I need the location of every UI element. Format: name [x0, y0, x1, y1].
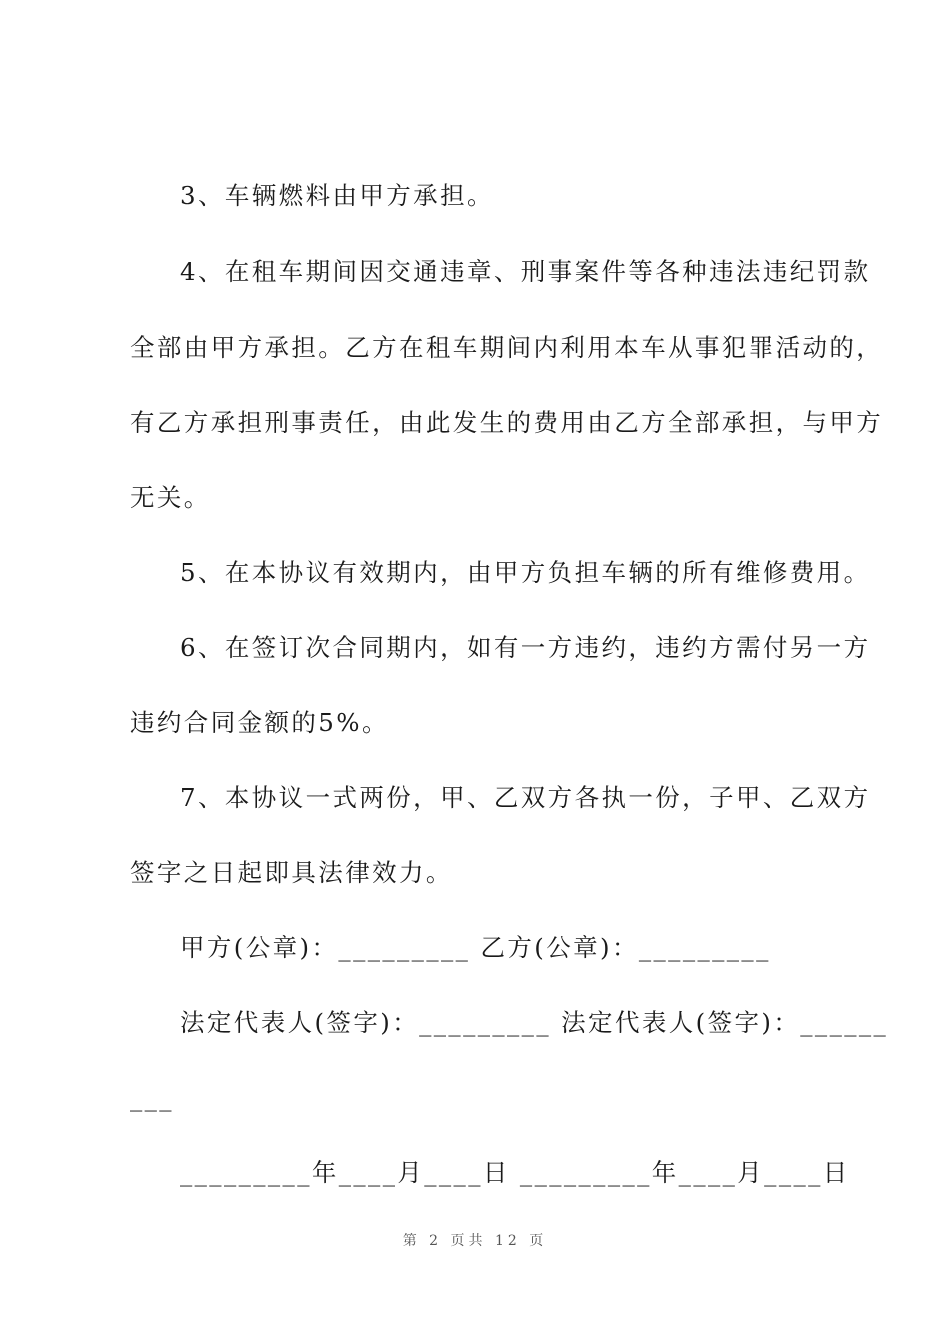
clause-3: 3、车辆燃料由甲方承担。	[180, 181, 494, 210]
clause-7-line-1: 7、本协议一式两份，甲、乙双方各执一份，子甲、乙双方	[180, 783, 871, 812]
clause-4-line-2: 全部由甲方承担。乙方在租车期间内利用本车从事犯罪活动的，	[130, 333, 884, 362]
signature-line-overflow: ___	[130, 1083, 174, 1112]
clause-6-line-1: 6、在签订次合同期内，如有一方违约，违约方需付另一方	[180, 633, 871, 662]
date-lines: _________年____月____日 _________年____月____日	[180, 1158, 850, 1187]
clause-4-line-3: 有乙方承担刑事责任，由此发生的费用由乙方全部承担，与甲方	[130, 408, 884, 437]
signature-lines: 法定代表人(签字)：_________ 法定代表人(签字)：______	[180, 1008, 889, 1037]
clause-5: 5、在本协议有效期内，由甲方负担车辆的所有维修费用。	[180, 558, 871, 587]
seal-lines: 甲方(公章)：_________ 乙方(公章)：_________	[180, 933, 771, 962]
clause-4-line-4: 无关。	[130, 483, 211, 512]
clause-4-line-1: 4、在租车期间因交通违章、刑事案件等各种违法违纪罚款	[180, 257, 871, 286]
clause-7-line-2: 签字之日起即具法律效力。	[130, 858, 453, 887]
page-number: 第 2 页共 12 页	[402, 1233, 548, 1249]
clause-6-line-2: 违约合同金额的5%。	[130, 708, 389, 737]
